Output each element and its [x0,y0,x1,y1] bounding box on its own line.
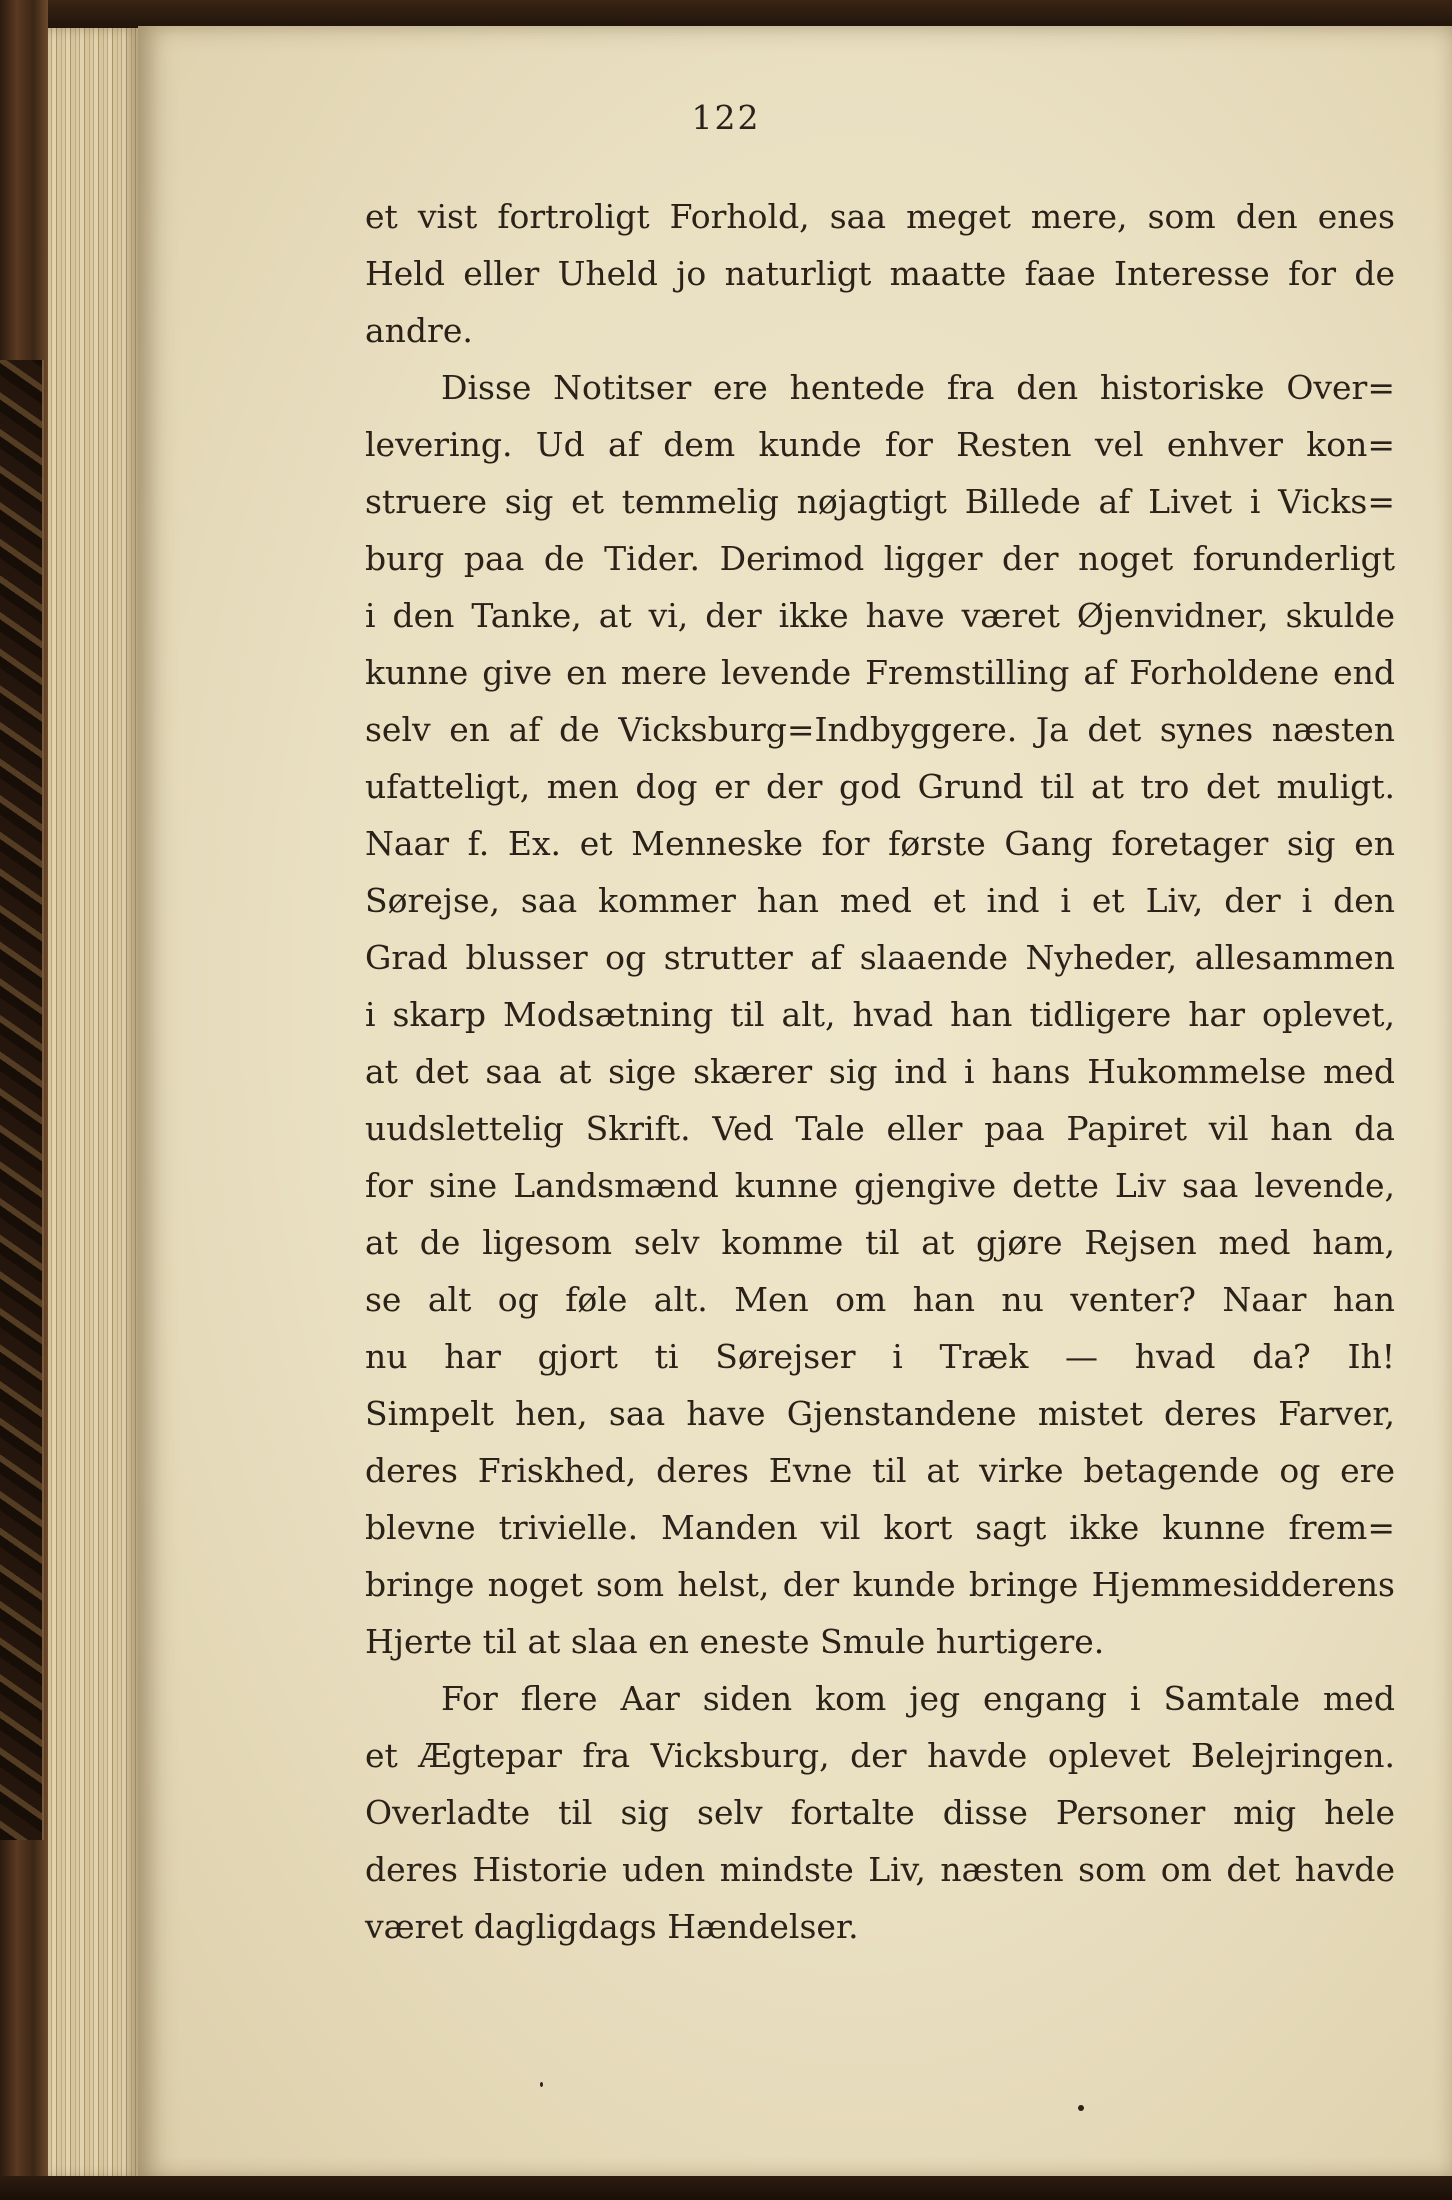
page-number: 122 [691,98,761,137]
text-line: andre. [365,311,473,350]
text-line: deres Historie uden mindste Liv, næsten som om det havde [365,1850,1395,1889]
paragraph [365,1670,1395,1955]
text-line: at det saa at sige skærer sig ind i hans Hukommelse med [365,1052,1395,1091]
text-line: for sine Landsmænd kunne gjengive dette Liv saa levende, [365,1166,1395,1205]
text-line: et Ægtepar fra Vicksburg, der havde oplevet Belejringen. [365,1736,1395,1775]
text-line: i den Tanke, at vi, der ikke have været Øjenvidner, skulde [365,596,1395,635]
text-line: nu har gjort ti Sørejser i Træk — hvad da? Ih! [365,1337,1395,1376]
text-line: Sørejse, saa kommer han med et ind i et Liv, der i den [365,881,1395,920]
text-line: et vist fortroligt Forhold, saa meget mere, som den enes [365,197,1395,236]
text-line: selv en af de Vicksburg=Indbyggere. Ja det synes næsten [365,710,1395,749]
text-line: Overladte til sig selv fortalte disse Personer mig hele [365,1793,1395,1832]
text-line: Naar f. Ex. et Menneske for første Gang foretager sig en [365,824,1395,863]
text-line: blevne trivielle. Manden vil kort sagt ikke kunne frem= [365,1508,1395,1547]
text-line: Hjerte til at slaa en eneste Smule hurtigere. [365,1622,1105,1661]
marbled-endpaper [0,360,44,1840]
text-line: ufatteligt, men dog er der god Grund til at tro det muligt. [365,767,1395,806]
text-line: levering. Ud af dem kunde for Resten vel enhver kon= [365,425,1395,464]
text-line: burg paa de Tider. Derimod ligger der noget forunderligt [365,539,1395,578]
text-line: Held eller Uheld jo naturligt maatte faae Interesse for de [365,254,1395,293]
text-line: uudslettelig Skrift. Ved Tale eller paa Papiret vil han da [365,1109,1395,1148]
text-line: i skarp Modsætning til alt, hvad han tidligere har oplevet, [365,995,1395,1034]
paragraph [365,188,1395,359]
text-line: For flere Aar siden kom jeg engang i Samtale med [441,1679,1395,1718]
book-cover-bottom-edge [0,2176,1452,2200]
page-stack-edges [48,28,140,2178]
text-line: Grad blusser og strutter af slaaende Nyheder, allesammen [365,938,1395,977]
page-body-text [365,188,1395,1955]
text-line: se alt og føle alt. Men om han nu venter? Naar han [365,1280,1395,1319]
ink-speck [1078,2105,1084,2111]
ink-speck [540,2082,543,2087]
text-line: Disse Notitser ere hentede fra den historiske Over= [441,368,1395,407]
paragraph [365,359,1395,1670]
text-line: deres Friskhed, deres Evne til at virke betagende og ere [365,1451,1395,1490]
text-line: kunne give en mere levende Fremstilling af Forholdene end [365,653,1395,692]
text-line: bringe noget som helst, der kunde bringe Hjemmesidderens [365,1565,1395,1604]
text-line: struere sig et temmelig nøjagtigt Billede af Livet i Vicks= [365,482,1395,521]
text-line: været dagligdags Hændelser. [365,1907,859,1946]
text-line: at de ligesom selv komme til at gjøre Rejsen med ham, [365,1223,1395,1262]
text-line: Simpelt hen, saa have Gjenstandene mistet deres Farver, [365,1394,1395,1433]
